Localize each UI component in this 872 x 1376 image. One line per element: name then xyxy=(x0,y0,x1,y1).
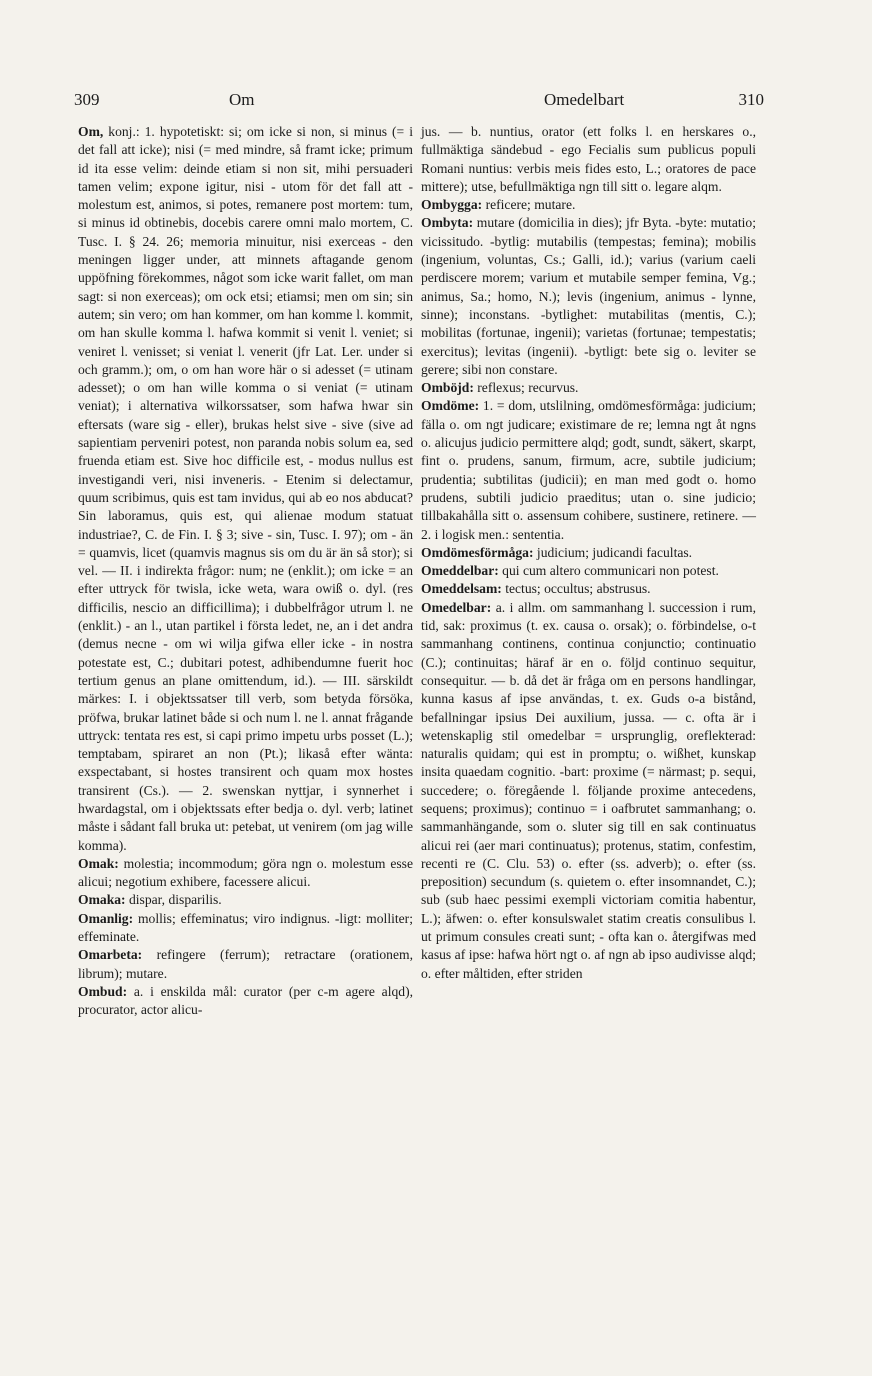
entry-ombud xyxy=(78,983,413,1020)
entry-headword: Ombud: xyxy=(78,983,128,999)
entry-headword: Omeddelsam: xyxy=(421,581,502,597)
entry-ombyta xyxy=(421,214,756,379)
entry-definition: dispar, disparilis. xyxy=(125,892,222,908)
page-header xyxy=(74,90,764,114)
running-headword-left: Om xyxy=(229,90,255,109)
entry-headword: Omböjd: xyxy=(421,380,474,396)
entry-omarbeta xyxy=(78,946,413,983)
entry-definition: mollis; effeminatus; viro indignus. -ligt: molliter; effeminate. xyxy=(78,910,413,945)
entry-headword: Omanlig: xyxy=(78,910,134,926)
entry-omdoeme xyxy=(421,397,756,543)
entry-ombygga xyxy=(421,196,756,214)
entry-headword: Omarbeta: xyxy=(78,947,143,963)
entry-omedelbar xyxy=(421,599,756,983)
entry-definition: tectus; occultus; abstrusus. xyxy=(501,581,651,597)
page-number-left: 309 xyxy=(74,90,100,109)
entry-ombud-continued xyxy=(421,123,756,196)
page-number-right: 310 xyxy=(738,90,764,109)
entry-omanlig xyxy=(78,910,413,947)
entry-headword: Omedelbar: xyxy=(421,599,492,615)
left-column xyxy=(78,123,413,1020)
entry-definition: a. i allm. om sammanhang l. succession i rum, tid, sak: proximus (t. ex. causa o. orsak); o. förbindelse, o-t sammanhang continens, continua conjunctio; continuatio (C.); continuitas; häraf är en o. följd continuo sequitur, consequitur. — b. då det är fråga om en persons handlingar, kunna kasus af ipse användas, t. ex. Guds o-a bistånd, befallningar ipsius Dei auxilium, jussa. — c. ofta är i wetenskaplig stil omedelbar = ursprunglig, oreflekterad: naturalis quidam; qui est in promptu; o. wißhet, kunskap insita quaedam cognitio. -bart: proxime (= närmast; p. sequi, succedere; o. föregående l. följande proxime antecedens, sequens; proximus); continuo = i oafbrutet sammanhang; o. sammanhängande, som o. sluter sig till en sak continuatus alicui rei (aer mari continuatus); protenus, statim, confestim, recenti re (C. Clu. 53) o. efter (ss. adverb); o. efter (ss. preposition) secundum (s. quietem o. efter insomnandet, C.); sub (sub haec pessimi exempli victoriam comitia habentur, L.); äfwen: o. efter konsulswalet statim creatis consulibus l. ut primum consules creati sunt; - ofta kan o. återgifwas med kasus af ipse: hafwa hört ngt o. af ngn ab ipso audivisse alqd; o. efter måltiden, efter striden xyxy=(421,599,756,981)
entry-headword: Ombygga: xyxy=(421,197,483,213)
entry-omeddelsam xyxy=(421,580,756,598)
entry-omeddelbar xyxy=(421,562,756,580)
entry-definition: jus. — b. nuntius, orator (ett folks l. en herskares o., fullmäktiga sändebud - ego Fecialis sum publicus populi Romani nuntius: verbis meis fides esto, L.; oratores de pace mittere); utse, befullmäktiga ngn till sitt o. legare alqm. xyxy=(421,124,756,194)
entry-headword: Omeddelbar: xyxy=(421,563,499,579)
entry-headword: Omdöme: xyxy=(421,398,480,414)
entry-omboejd xyxy=(421,379,756,397)
entry-headword: Omdömesförmåga: xyxy=(421,544,534,560)
entry-headword: Omak: xyxy=(78,855,119,871)
entry-definition: reflexus; recurvus. xyxy=(473,380,579,396)
entry-definition: a. i enskilda mål: curator (per c-m agere alqd), procurator, actor alicu- xyxy=(78,983,413,1018)
entry-definition: molestia; incommodum; göra ngn o. molestum esse alicui; negotium exhibere, facessere alicui. xyxy=(78,855,413,890)
entry-headword: Omaka: xyxy=(78,892,126,908)
entry-definition: reficere; mutare. xyxy=(482,197,576,213)
entry-definition: judicium; judicandi facultas. xyxy=(533,544,693,560)
entry-definition: refingere (ferrum); retractare (orationem, librum); mutare. xyxy=(78,947,413,981)
entry-headword: Om, xyxy=(78,124,104,139)
right-column xyxy=(421,123,756,983)
entry-om xyxy=(78,123,413,855)
entry-definition: konj.: 1. hypotetiskt: si; om icke si non, si minus (= i det fall att icke); nisi (= med mindre, så framt icke; primum id ita esse velim: deinde etiam si non sit, mihi persuaderi tamen velim; expone igitur, nisi - utom för det fall att - molestum est, animos, si potes, remanere post mortem: tum, si minus id obtinebis, docebis carere omni malo mortem, C. Tusc. I. § 24. 26; memoria minuitur, nisi exerceas - den meningen ligger under, att minnets aftagande genom uppöfning förekommes, något som icke warit fallet, om man sagt: si non exerceas); om ock etsi; etiamsi; men om sin; sin autem; sin vero; om han kommer, om han komme l. kommit, om han skulle komma l. hafwa kommit si venit l. veniet; si veniret l. venisset; si veniat l. venerit (jfr Lat. Ler. under si och gramm.); om, o om han wore här o si adesset (= utinam adesset); o om han wille komma o si veniat (= utinam veniat); i alternativa wilkorssatser, som hafwa hwar sin eftersats (ware sig - eller), brukas helst sive - sive (sive ad sapientiam perveniri potest, non paranda nobis solum ea, sed fruenda etiam est. Sive hoc difficile est, - modus nullus est investigandi veri, nisi inveneris. - Etenim si delectamur, quum scribimus, quis est tam invidus, qui ab eo nos abducat? Sin laboramus, quis est, qui alienae modum statuat industriae?, C. de Fin. I. § 3; sive - sin, Tusc. I. 97); om - än = quamvis, licet (quamvis magnus sis om du är än så stor); si vel. — II. i indirekta frågor: num; ne (enklit.); om icke = an efter uttryck för twisla, icke weta, wara owiß o. dyl. (res difficilis, nescio an difficillima); i dubbelfrågor utrum l. ne (enklit.) - an l., utan partikel i första ledet, ne, an i det andra (demus necne - om wi wilja gifwa eller icke - in nostra potestate est, C.; dubitari potest, adhibendumne fuerit hoc tertium genus an plane omittendum, id.). — III. särskildt märkes: I. i objektssatser till verb, som betyda försöka, pröfwa, brukar latinet både si och num l. ne l. annat frågande uttryck: tentata res est, si capi primo impetu urbs posset (L.); temptabam, spiraret an non (Pt.); likaså efter wänta: exspectabant, si hostes transirent och quam mox hostes transirent (Cs.). — 2. swenskan nyttjar, i synnerhet i hwardagstal, om i objektssats efter bedja o. dyl. verb; latinet måste i sådant fall bruka ut: petebat, ut venirem (om jag wille komma). xyxy=(78,124,413,853)
running-headword-right: Omedelbart xyxy=(544,90,625,109)
entry-definition: mutare (domicilia in dies); jfr Byta. -byte: mutatio; vicissitudo. -bytlig: mutabilis (tempestas; femina); mobilis (ingenium, voluntas, Cs.; Galli, id.); varius (varium caeli perdiscere morem; varium et mutabile semper femina, Vg.; animus, Sa.; homo, N.); levis (ingenium, animus - lynne, sinne); inconstans. -bytlighet: mutabilitas (mentis, C.); mobilitas (fortunae, ingenii); varietas (fortunae; tempestatis; exercitus); levitas (ingenii). -bytligt: bete sig o. leviter se gerere; sibi non constare. xyxy=(421,215,756,377)
entry-headword: Ombyta: xyxy=(421,215,474,231)
entry-omdoemesfoermaga xyxy=(421,544,756,562)
entry-definition: qui cum altero communicari non potest. xyxy=(498,563,719,579)
entry-definition: 1. = dom, utslilning, omdömesförmåga: judicium; fälla o. om ngt judicare; existimare de re; lemna ngt åt ngns o. alicujus judicio permittere alqd; godt, sundt, säkert, skarpt, fint o. prudens, sanum, firmum, acre, subtile judicium; prudentia; subtilitas (judicii); en man med godt o. homo prudens, subtili judicio praeditus; utan o. sine judicio; tillbakahålla sitt o. assensum cohibere, sustinere, retinere. — 2. i logisk men.: sententia. xyxy=(421,398,756,542)
entry-omaka xyxy=(78,891,413,909)
entry-omak xyxy=(78,855,413,892)
